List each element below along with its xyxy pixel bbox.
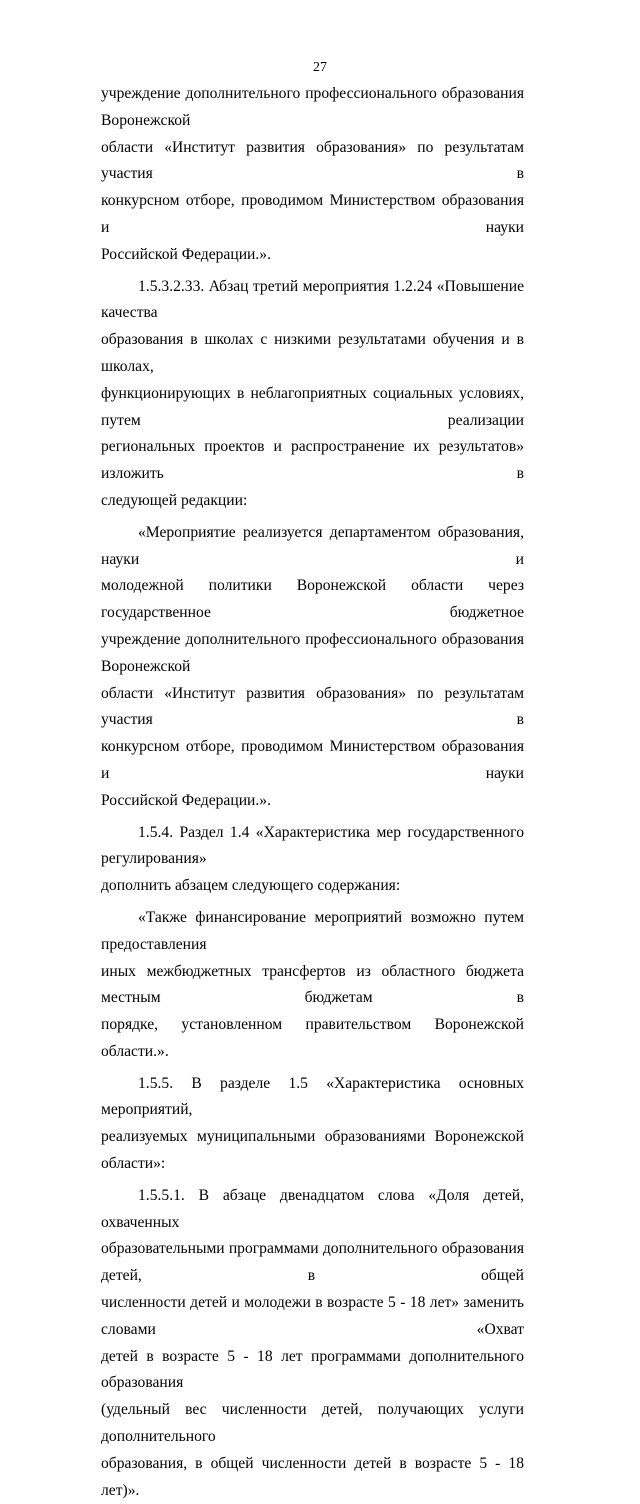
- paragraph-continuation: [101, 81, 524, 269]
- paragraph-1-5-5-1: [101, 1183, 524, 1504]
- paragraph-quote-measure: [101, 520, 524, 815]
- paragraph-line: 1.5.4. Раздел 1.4 «Характеристика мер государственного регулирования»: [101, 823, 524, 868]
- paragraph-line: региональных проектов и распространение их результатов» изложить в: [101, 438, 524, 483]
- page-number: 27: [313, 60, 327, 75]
- document-body: [101, 81, 524, 1504]
- paragraph-line: учреждение дополнительного профессионального образования Воронежской: [101, 85, 524, 129]
- paragraph-line: области «Институт развития образования» по результатам участия в: [101, 684, 524, 729]
- paragraph-line: функционирующих в неблагоприятных социальных условиях, путем реализации: [101, 384, 524, 429]
- paragraph-line: следующей редакции:: [101, 491, 248, 509]
- paragraph-line: Российской Федерации.».: [101, 791, 271, 809]
- paragraph-line: иных межбюджетных трансфертов из областного бюджета местным бюджетам в: [101, 962, 524, 1007]
- paragraph-line: конкурсном отборе, проводимом Министерством образования и науки: [101, 192, 524, 236]
- paragraph-line: численности детей и молодежи в возрасте 5 - 18 лет» заменить словами «Охват: [101, 1294, 524, 1338]
- paragraph-line: образования, в общей численности детей в возрасте 5 - 18 лет)».: [101, 1454, 524, 1499]
- paragraph-line: образовательными программами дополнительного образования детей, в общей: [101, 1240, 524, 1285]
- paragraph-line: 1.5.3.2.33. Абзац третий мероприятия 1.2.24 «Повышение качества: [101, 277, 524, 322]
- paragraph-line: конкурсном отборе, проводимом Министерством образования и науки: [101, 738, 524, 782]
- paragraph-1-5-4: [101, 820, 524, 900]
- paragraph-line: реализуемых муниципальными образованиями Воронежской области»:: [101, 1128, 524, 1173]
- paragraph-line: 1.5.5.1. В абзаце двенадцатом слова «Доля детей, охваченных: [101, 1186, 524, 1231]
- paragraph-1-5-3-2-33: [101, 274, 524, 515]
- paragraph-line: образования в школах с низкими результатами обучения и в школах,: [101, 331, 524, 375]
- paragraph-line: порядке, установленном правительством Воронежской области.».: [101, 1016, 524, 1060]
- paragraph-line: учреждение дополнительного профессионального образования Воронежской: [101, 630, 524, 675]
- paragraph-line: «Также финансирование мероприятий возможно путем предоставления: [101, 908, 524, 953]
- paragraph-line: (удельный вес численности детей, получающих услуги дополнительного: [101, 1401, 524, 1446]
- paragraph-line: молодежной политики Воронежской области через государственное бюджетное: [101, 577, 524, 622]
- paragraph-line: Российской Федерации.».: [101, 245, 271, 263]
- paragraph-line: 1.5.5. В разделе 1.5 «Характеристика основных мероприятий,: [101, 1074, 524, 1119]
- paragraph-line: «Мероприятие реализуется департаментом образования, науки и: [101, 523, 524, 568]
- paragraph-line: области «Институт развития образования» по результатам участия в: [101, 138, 524, 183]
- paragraph-1-5-5: [101, 1071, 524, 1178]
- paragraph-line: детей в возрасте 5 - 18 лет программами дополнительного образования: [101, 1347, 524, 1392]
- paragraph-line: дополнить абзацем следующего содержания:: [101, 877, 401, 895]
- paragraph-quote-financing: [101, 905, 524, 1066]
